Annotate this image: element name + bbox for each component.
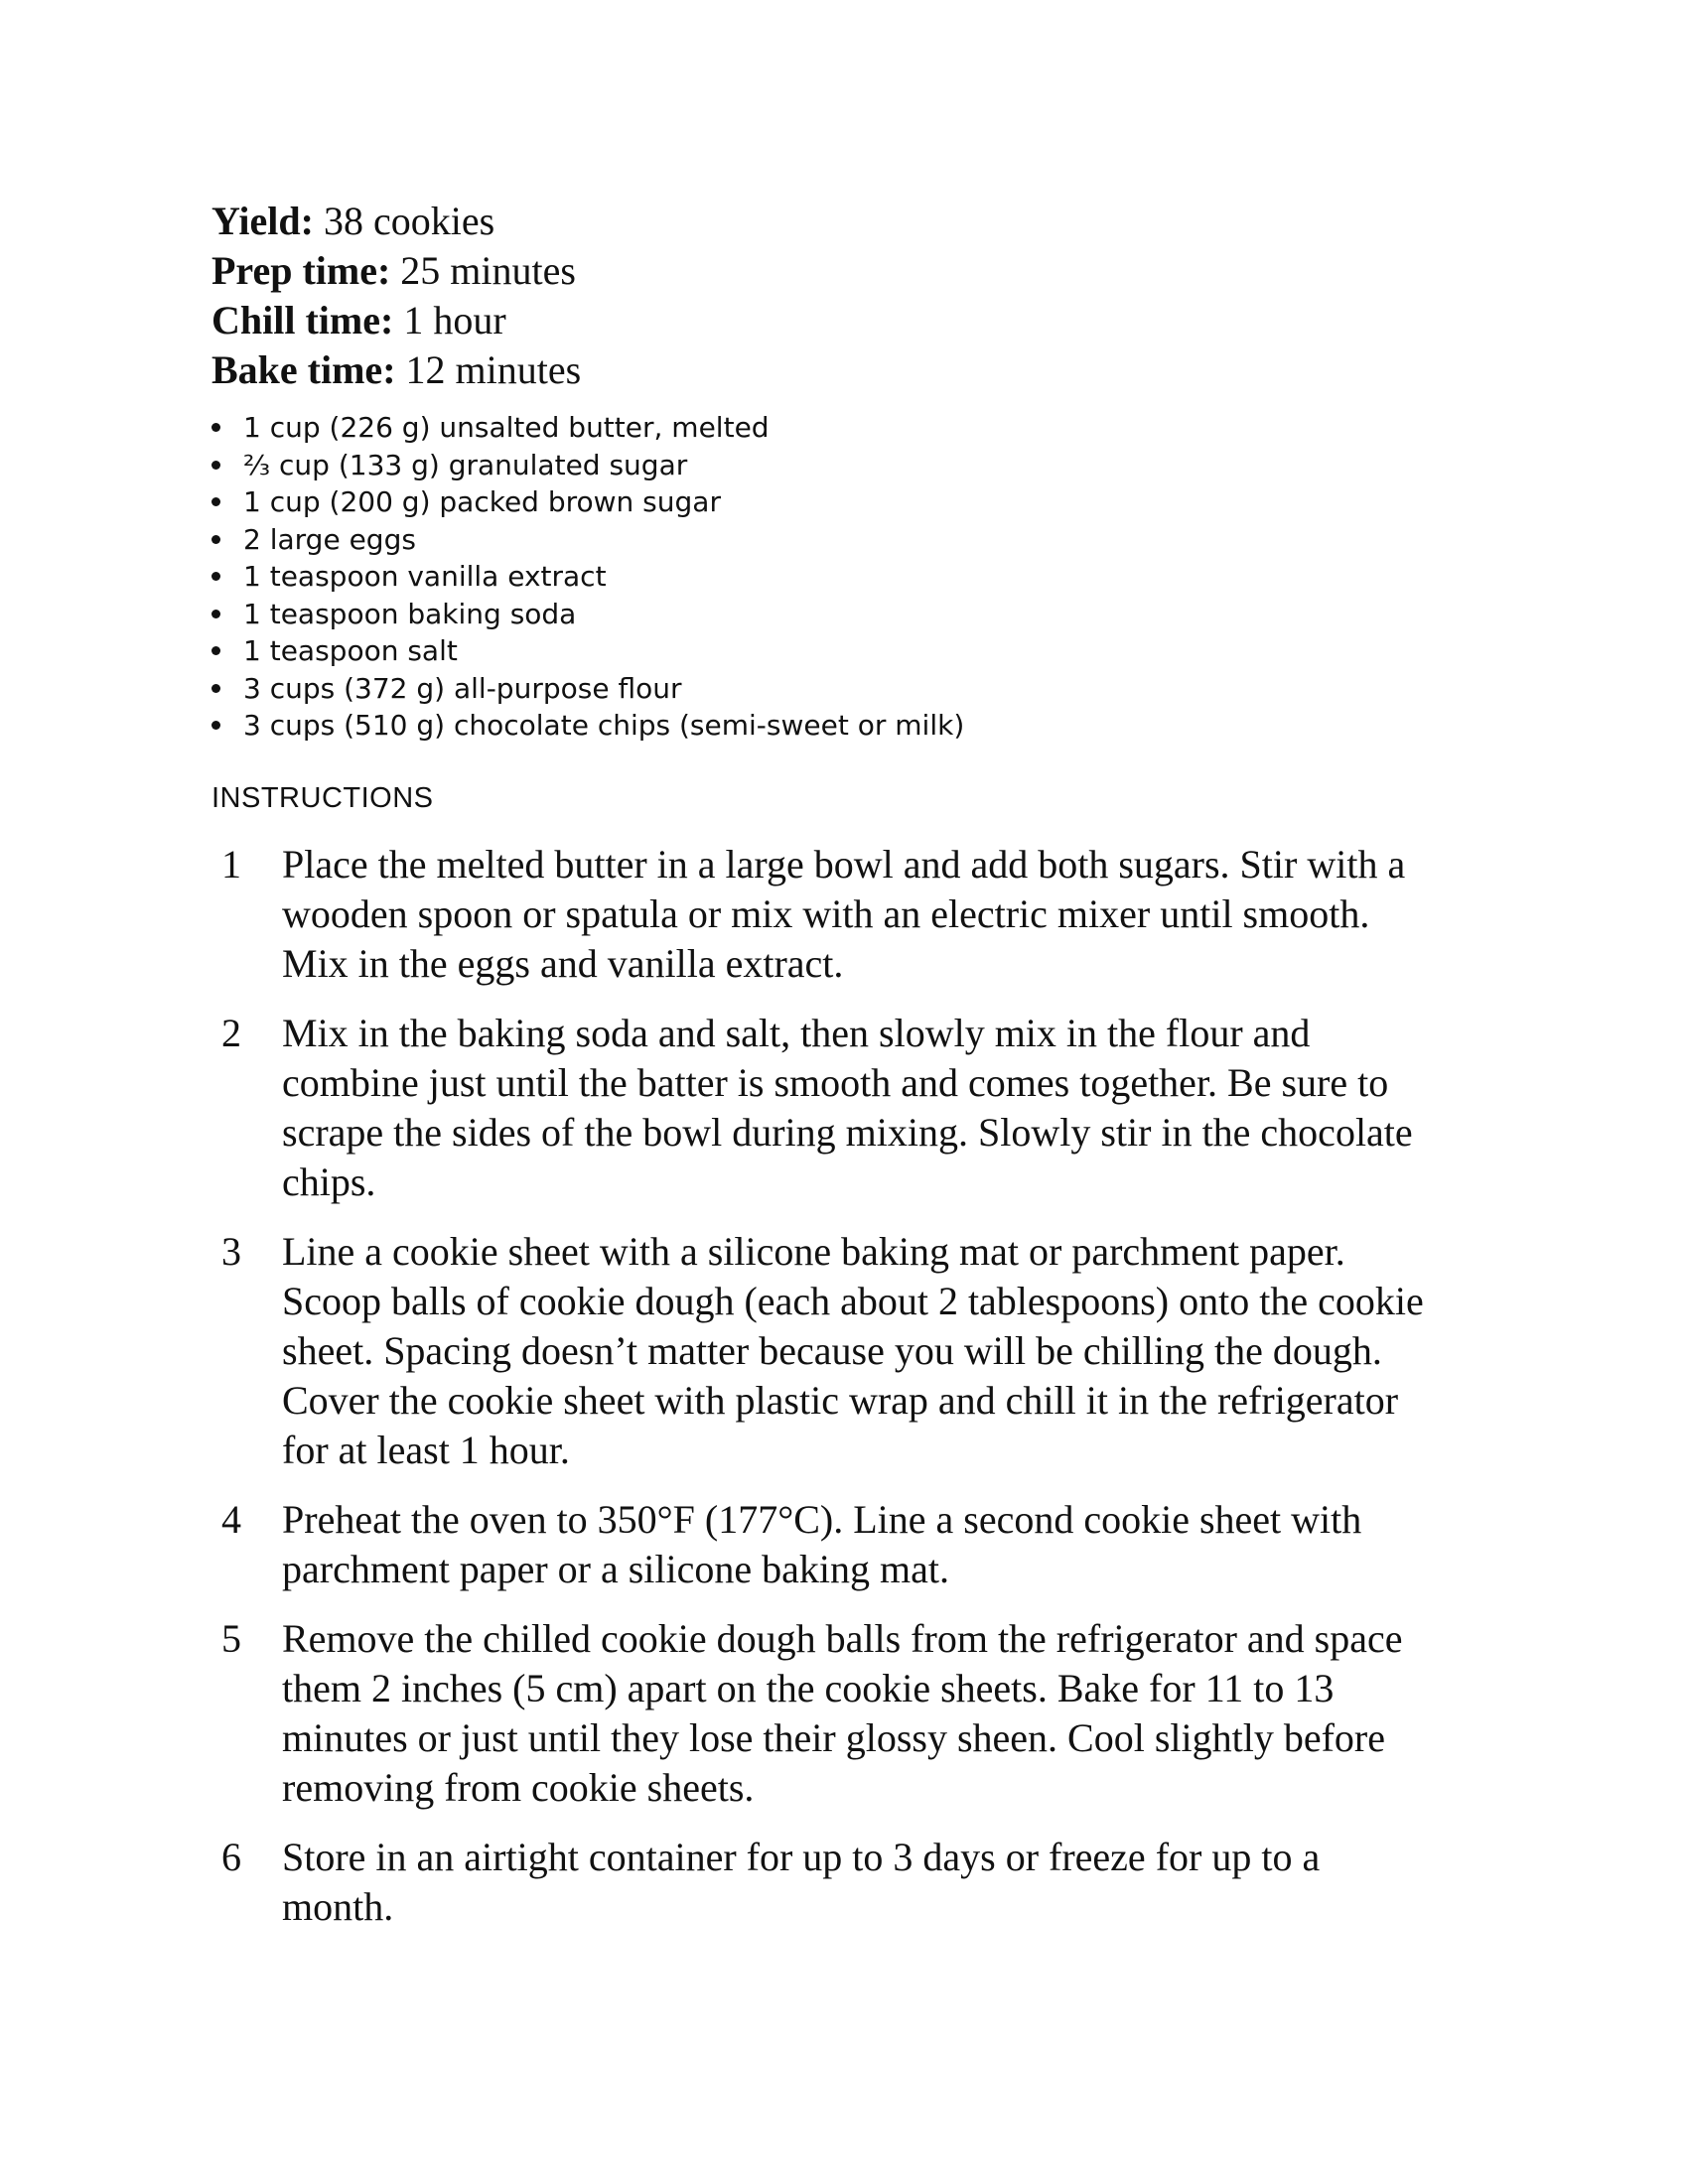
step-line: Mix in the baking soda and salt, then slowly mix in the flour and [282, 1010, 1311, 1055]
step-line: chips. [282, 1159, 376, 1204]
ingredient-text: 1 teaspoon salt [243, 634, 458, 667]
bullet-icon [211, 461, 220, 470]
ingredient-item [211, 596, 1502, 633]
step-line: month. [282, 1883, 394, 1929]
bullet-icon [211, 497, 220, 506]
step-number: 2 [221, 1010, 241, 1055]
ingredient-item [211, 447, 1502, 484]
step-line: scrape the sides of the bowl during mixing. Slowly stir in the chocolate [282, 1109, 1413, 1155]
yield-line [211, 197, 1502, 246]
step-line: Remove the chilled cookie dough balls from the refrigerator and space [282, 1615, 1403, 1661]
meta-label: Chill time: [211, 298, 394, 342]
recipe-page [211, 197, 1502, 1952]
step-line: Scoop balls of cookie dough (each about 2 tablespoons) onto the cookie [282, 1278, 1424, 1323]
step-number: 6 [221, 1834, 241, 1879]
ingredient-text: 3 cups (510 g) chocolate chips (semi-sweet or milk) [243, 709, 965, 742]
meta-value: 12 minutes [395, 347, 582, 392]
instructions-list [211, 840, 1502, 1932]
bullet-icon [211, 535, 220, 544]
bullet-icon [211, 684, 220, 693]
meta-value: 38 cookies [313, 199, 495, 243]
step-text [282, 1614, 1543, 1813]
instruction-step [211, 1614, 1502, 1813]
step-line: Cover the cookie sheet with plastic wrap and chill it in the refrigerator [282, 1377, 1399, 1423]
chill-time-line [211, 296, 1502, 345]
ingredient-item [211, 632, 1502, 670]
instructions-heading: INSTRUCTIONS [211, 781, 434, 814]
step-line: Line a cookie sheet with a silicone baking mat or parchment paper. [282, 1228, 1345, 1274]
step-number: 3 [221, 1228, 241, 1274]
ingredient-text: 3 cups (372 g) all-purpose flour [243, 671, 682, 705]
ingredient-text: 1 cup (226 g) unsalted butter, melted [243, 411, 770, 444]
step-line: sheet. Spacing doesn’t matter because you will be chilling the dough. [282, 1327, 1382, 1373]
bullet-icon [211, 423, 220, 432]
meta-value: 25 minutes [390, 248, 576, 293]
step-number: 1 [221, 841, 241, 887]
ingredients-list [211, 409, 1502, 745]
meta-label: Yield: [211, 199, 314, 243]
instruction-step [211, 1009, 1502, 1207]
prep-time-line [211, 246, 1502, 296]
instruction-step [211, 1227, 1502, 1475]
bake-time-line [211, 345, 1502, 395]
step-text [282, 1227, 1543, 1475]
step-line: combine just until the batter is smooth and comes together. Be sure to [282, 1059, 1389, 1105]
ingredient-text: 1 cup (200 g) packed brown sugar [243, 485, 721, 518]
bullet-icon [211, 610, 220, 618]
step-number: 5 [221, 1615, 241, 1661]
step-line: them 2 inches (5 cm) apart on the cookie sheets. Bake for 11 to 13 [282, 1665, 1335, 1710]
step-text [282, 840, 1543, 989]
step-line: minutes or just until they lose their glossy sheen. Cool slightly before [282, 1714, 1385, 1760]
ingredient-text: ⅔ cup (133 g) granulated sugar [243, 448, 688, 481]
instruction-step [211, 840, 1502, 989]
bullet-icon [211, 646, 220, 655]
ingredient-item [211, 521, 1502, 559]
bullet-icon [211, 721, 220, 730]
ingredient-item [211, 707, 1502, 745]
step-text [282, 1009, 1543, 1207]
ingredient-text: 1 teaspoon vanilla extract [243, 560, 607, 593]
meta-label: Bake time: [211, 347, 396, 392]
ingredient-item [211, 670, 1502, 708]
ingredient-item [211, 558, 1502, 596]
step-number: 4 [221, 1496, 241, 1542]
meta-value: 1 hour [393, 298, 506, 342]
step-text [282, 1833, 1543, 1932]
step-line: for at least 1 hour. [282, 1427, 570, 1472]
bullet-icon [211, 572, 220, 581]
step-line: Place the melted butter in a large bowl and add both sugars. Stir with a [282, 841, 1406, 887]
step-line: parchment paper or a silicone baking mat. [282, 1546, 949, 1591]
recipe-meta [211, 197, 1502, 395]
ingredient-item [211, 483, 1502, 521]
step-line: removing from cookie sheets. [282, 1764, 755, 1810]
ingredient-text: 1 teaspoon baking soda [243, 597, 577, 630]
meta-label: Prep time: [211, 248, 391, 293]
ingredient-text: 2 large eggs [243, 522, 416, 556]
step-line: Store in an airtight container for up to 3 days or freeze for up to a [282, 1834, 1321, 1879]
ingredient-item [211, 409, 1502, 447]
step-line: Mix in the eggs and vanilla extract. [282, 940, 844, 986]
step-line: wooden spoon or spatula or mix with an electric mixer until smooth. [282, 890, 1370, 936]
step-line: Preheat the oven to 350°F (177°C). Line a second cookie sheet with [282, 1496, 1362, 1542]
instruction-step [211, 1495, 1502, 1594]
step-text [282, 1495, 1543, 1594]
instruction-step [211, 1833, 1502, 1932]
